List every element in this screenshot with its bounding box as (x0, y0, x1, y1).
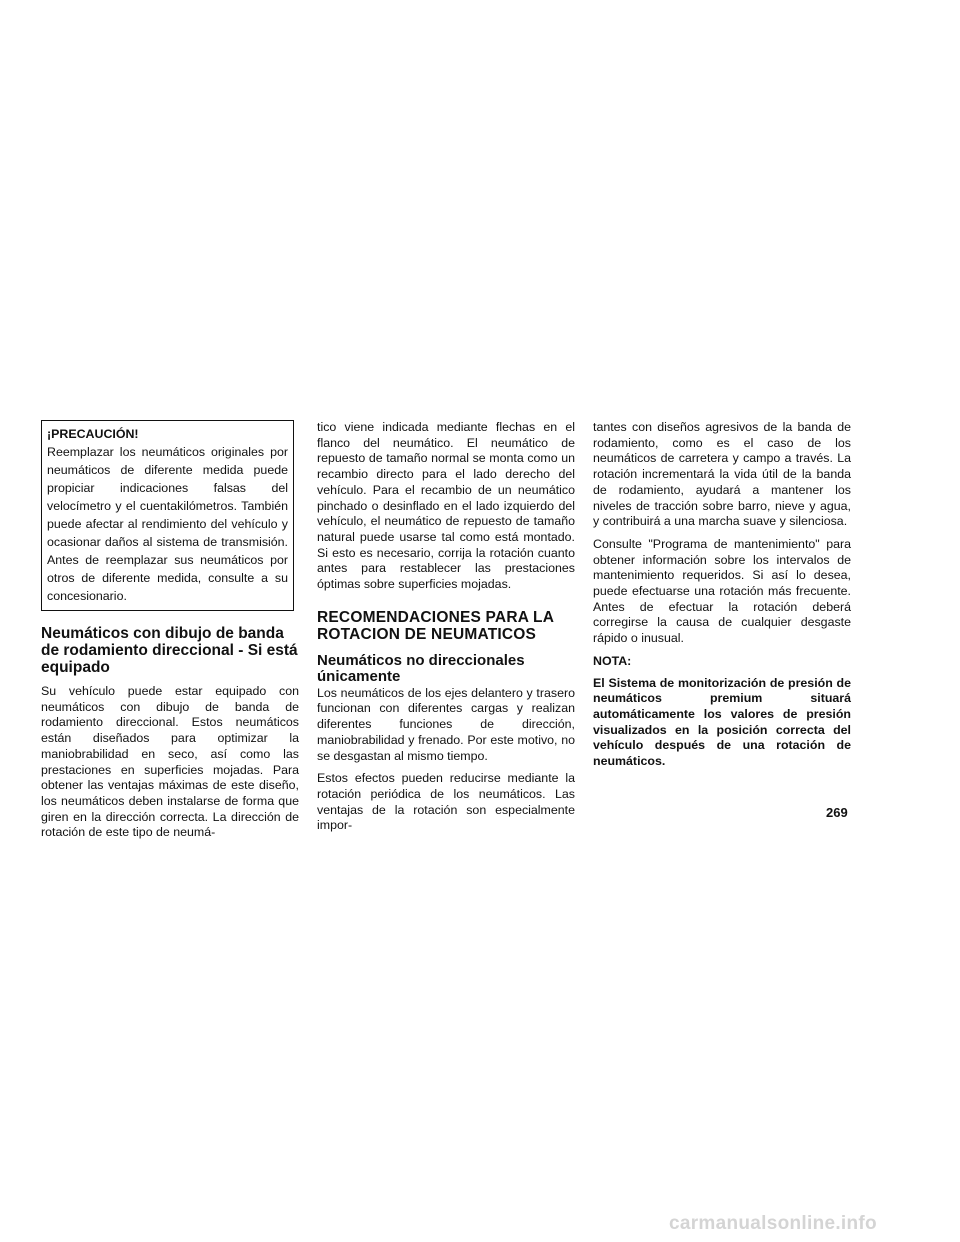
rotation-paragraph-2-continued: tantes con diseños agresivos de la banda de rodamiento, como es el caso de los neumáticos de carretera y campo a través. La rotación incrementará la vida útil de la banda de rodamiento, ayudará a mantener los niveles de tracción sobre barro, nieve y agua, y contribuirá a una marcha suave y silenciosa. (593, 420, 851, 529)
rotation-paragraph-3: Consulte "Programa de mantenimiento" para obtener información sobre los intervalos de mantenimiento requeridos. Si así lo desea, puede efectuarse una rotación más frecuente. Antes de efectuar la rotación deberá corregirse la causa de cualquier desgaste rápido o inusual. (593, 536, 851, 646)
caution-text: Reemplazar los neumáticos originales por neumáticos de diferente medida puede propiciar indicaciones falsas del velocímetro y el cuentakilómetros. También puede afectar al rendimiento del vehículo y ocasionar daños al sistema de transmisión. Antes de reemplazar sus neumáticos por otros de diferente medida, consulte a su concesionario. (47, 445, 288, 603)
caution-title: ¡PRECAUCIÓN! (47, 427, 139, 441)
rotation-paragraph-2: Estos efectos pueden reducirse mediante la rotación periódica de los neumáticos. Las ventajas de la rotación son especialmente impor- (317, 771, 575, 833)
column-middle (317, 420, 575, 834)
page-number: 269 (826, 805, 848, 820)
column-right (593, 420, 851, 770)
column-left (41, 420, 299, 841)
note-text: El Sistema de monitorización de presión de neumáticos premium situará automáticamente los valores de presión visualizados en la posición correcta del vehículo después de una rotación de neumáticos. (593, 675, 851, 769)
non-directional-subheading: Neumáticos no direccionales únicamente (317, 651, 525, 685)
directional-tread-paragraph: Su vehículo puede estar equipado con neumáticos con dibujo de banda de rodamiento direccional. Estos neumáticos están diseñados para optimizar la maniobrabilidad en seco, así como las prestaciones en superficies mojadas. Para obtener las ventajas máximas de este diseño, los neumáticos deben instalarse de forma que giren en la dirección correcta. La dirección de rotación de este tipo de neumá- (41, 684, 299, 840)
directional-tread-paragraph-continued: tico viene indicada mediante flechas en el flanco del neumático. El neumático de repuesto de tamaño normal se monta como un recambio directo para el lado derecho del vehículo. Para el recambio de un neumático pinchado o desinflado en el lado izquierdo del vehículo, el neumático de repuesto de tamaño natural puede usarse tal como está montado. Si esto es necesario, corrija la rotación cuanto antes para restablecer las prestaciones óptimas sobre superficies mojadas. (317, 420, 575, 592)
directional-tread-heading: Neumáticos con dibujo de banda de rodamiento direccional - Si está equipado (41, 625, 298, 676)
rotation-paragraph-1: Los neumáticos de los ejes delantero y trasero funcionan con diferentes cargas y realizan diferentes funciones de dirección, maniobrabilidad y frenado. Por este motivo, no se desgastan al mismo tiempo. (317, 685, 575, 763)
caution-box (41, 420, 294, 611)
watermark: carmanualsonline.info (669, 1213, 877, 1234)
note-label: NOTA: (593, 653, 632, 668)
rotation-recommendations-heading: RECOMENDACIONES PARA LA ROTACION DE NEUMATICOS (317, 608, 554, 643)
